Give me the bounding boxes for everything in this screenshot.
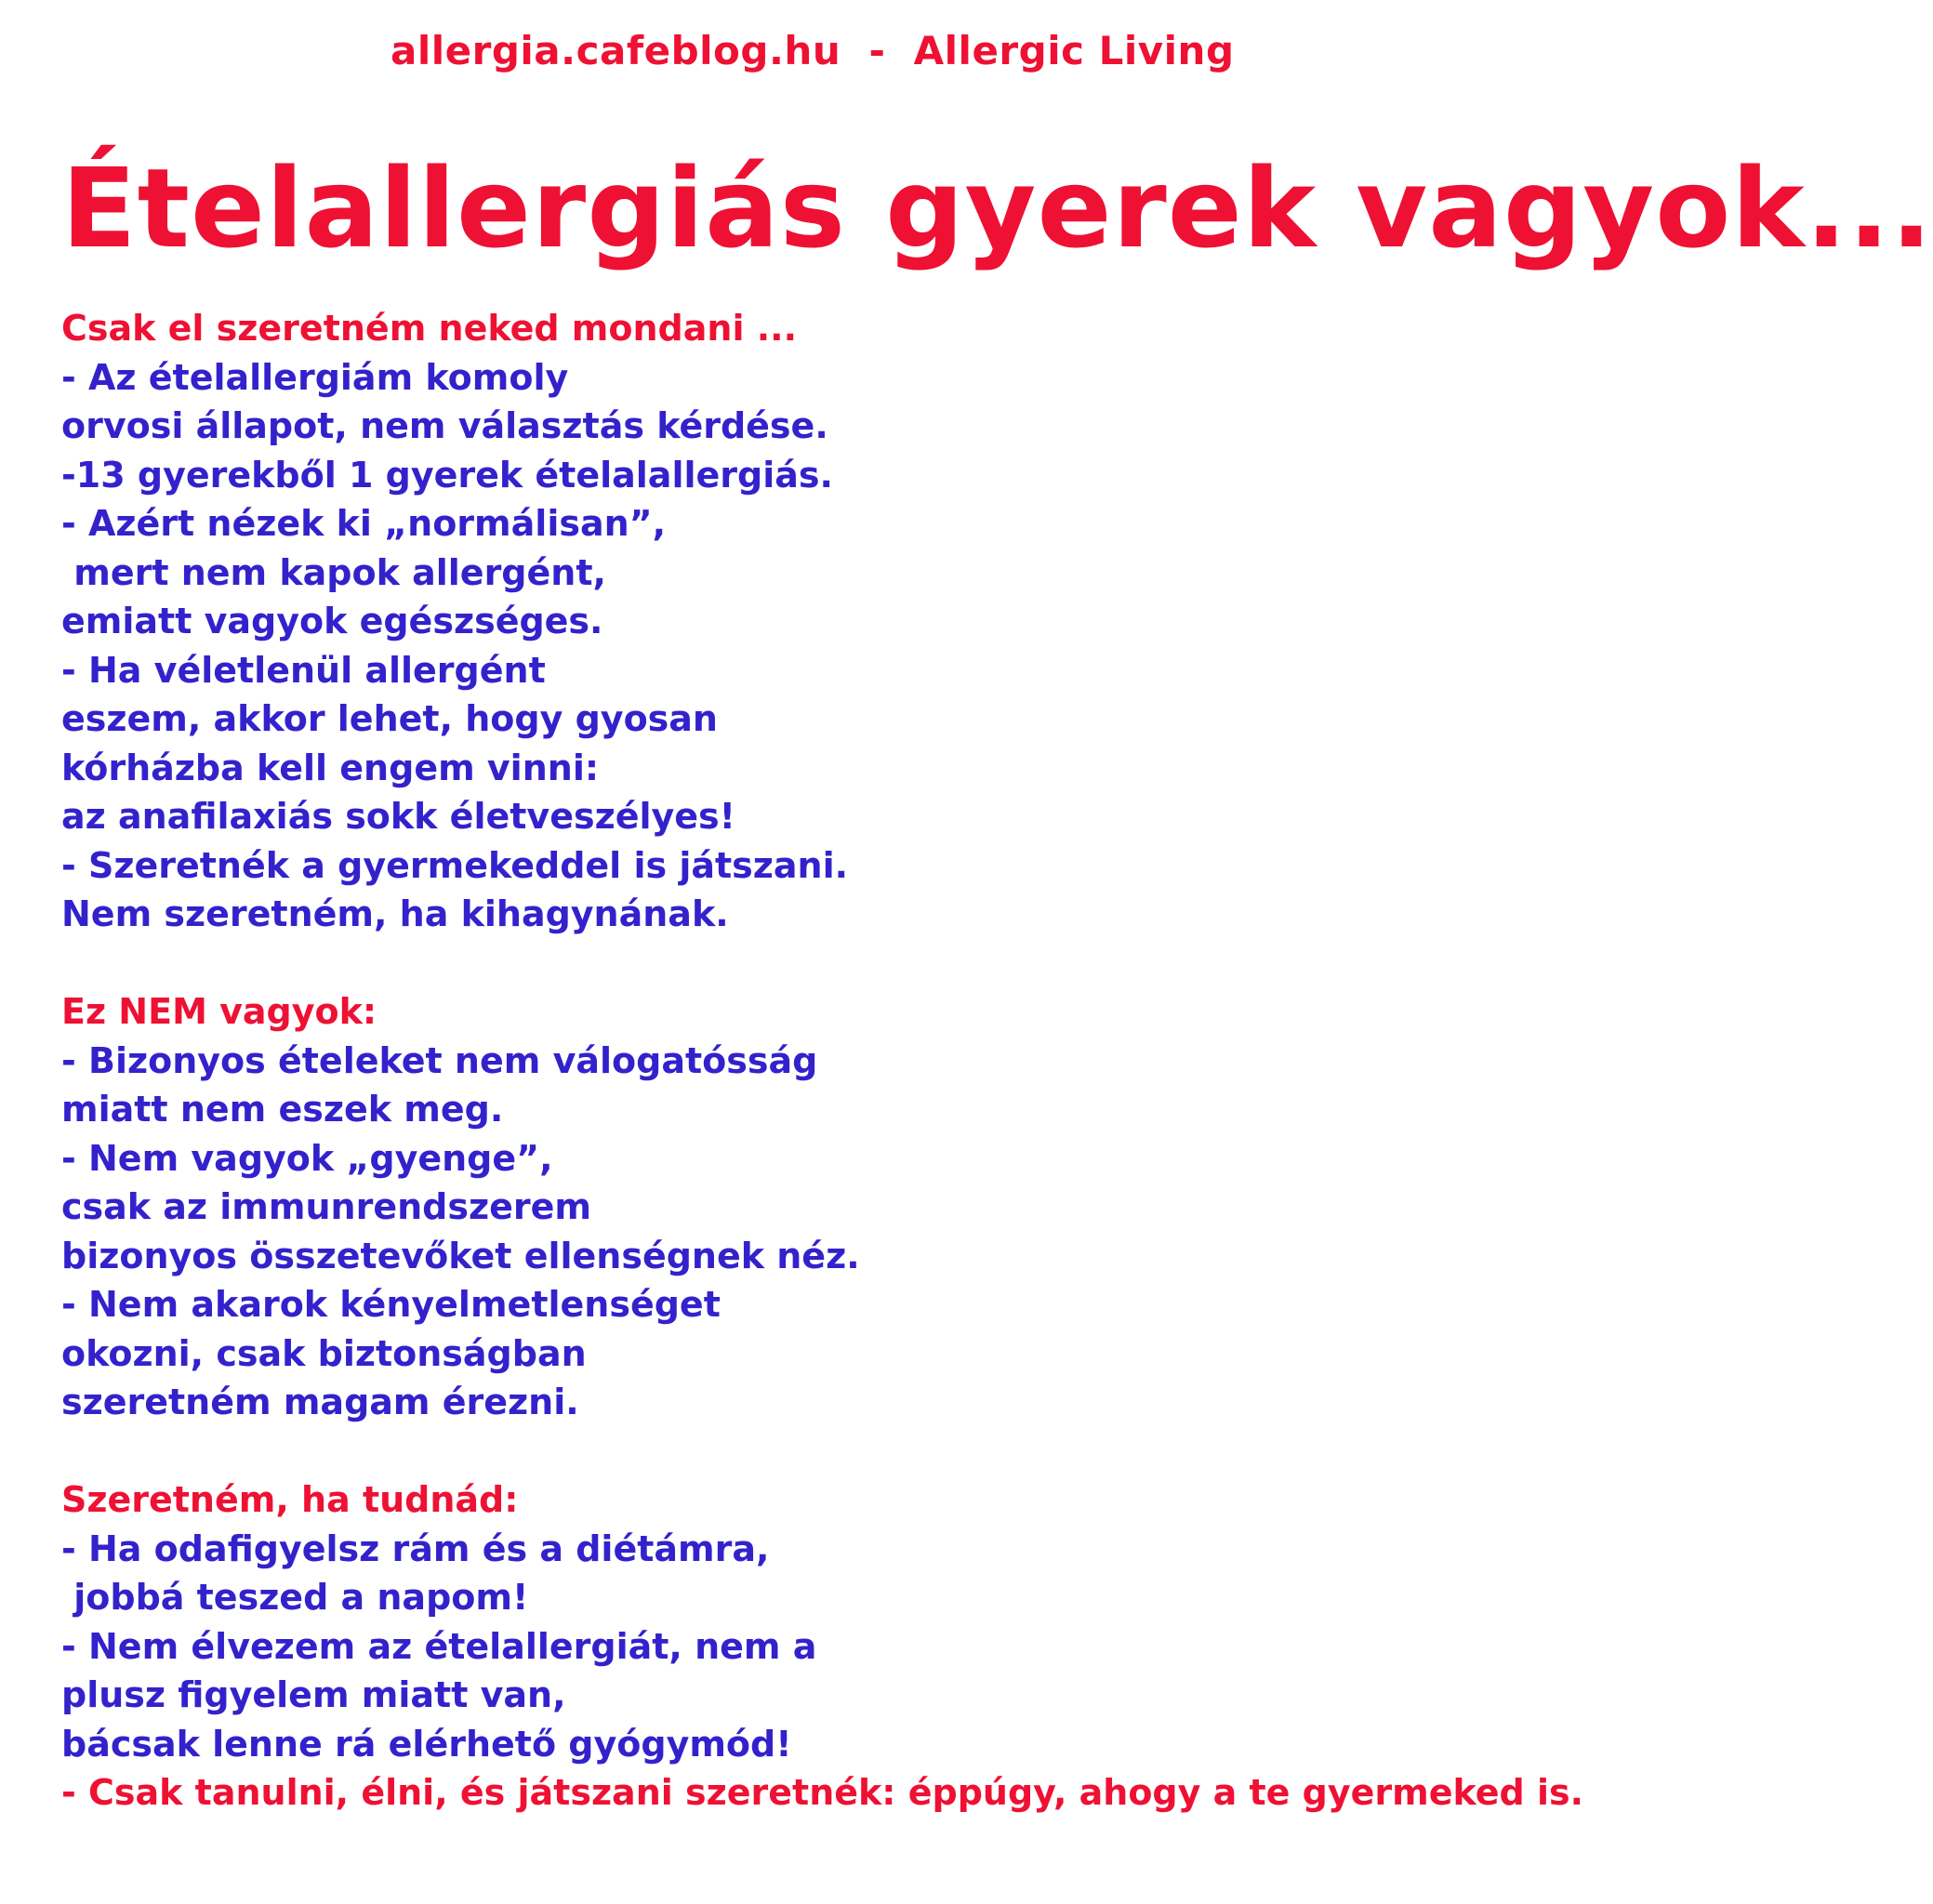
body-line: kórházba kell engem vinni: xyxy=(61,747,600,788)
section-heading-line: Ez NEM vagyok: xyxy=(61,991,377,1032)
body-line: orvosi állapot, nem választás kérdése. xyxy=(61,405,828,446)
body-line: szeretném magam érezni. xyxy=(61,1382,579,1422)
body-line: bácsak lenne rá elérhető gyógymód! xyxy=(61,1723,792,1765)
body-line: - Nem akarok kényelmetlenséget xyxy=(61,1284,721,1325)
section-heading-line: - Csak tanulni, élni, és játszani szeretnék: éppúgy, ahogy a te gyermeked is. xyxy=(61,1772,1584,1813)
page-title: Ételallergiás gyerek vagyok... xyxy=(61,144,1933,272)
site-header: allergia.cafeblog.hu - Allergic Living xyxy=(391,28,1235,73)
body-line: - Nem vagyok „gyenge”, xyxy=(61,1137,553,1179)
body-line: - Szeretnék a gyermekeddel is játszani. xyxy=(61,844,849,886)
body-line: csak az immunrendszerem xyxy=(61,1186,591,1227)
body-line: mert nem kapok allergént, xyxy=(61,551,606,593)
body-line: - Ha véletlenül allergént xyxy=(61,649,546,691)
poster-body xyxy=(61,304,1583,1818)
body-line: - Azért nézek ki „normálisan”, xyxy=(61,503,667,544)
body-line: - Nem élvezem az ételallergiát, nem a xyxy=(61,1625,817,1667)
body-line: - Ha odafigyelsz rám és a diétámra, xyxy=(61,1527,770,1569)
body-line: - Az ételallergiám komoly xyxy=(61,356,569,398)
body-line: - Bizonyos ételeket nem válogatósság xyxy=(61,1039,818,1081)
body-line: Nem szeretném, ha kihagynának. xyxy=(61,893,729,934)
body-line: bizonyos összetevőket ellenségnek néz. xyxy=(61,1235,860,1276)
body-line: miatt nem eszek meg. xyxy=(61,1089,504,1130)
section-heading-line: Szeretném, ha tudnád: xyxy=(61,1479,519,1520)
body-line xyxy=(61,1427,1583,1476)
body-line: plusz figyelem miatt van, xyxy=(61,1674,566,1715)
body-line: az anafilaxiás sokk életveszélyes! xyxy=(61,796,735,837)
body-line: emiatt vagyok egészséges. xyxy=(61,601,603,641)
body-line: jobbá teszed a napom! xyxy=(61,1577,529,1618)
body-line: eszem, akkor lehet, hogy gyosan xyxy=(61,698,718,739)
body-line: okozni, csak biztonságban xyxy=(61,1332,587,1374)
body-line xyxy=(61,939,1583,988)
section-heading-line: Csak el szeretném neked mondani ... xyxy=(61,308,798,349)
body-line: -13 gyerekből 1 gyerek ételalallergiás. xyxy=(61,454,833,496)
